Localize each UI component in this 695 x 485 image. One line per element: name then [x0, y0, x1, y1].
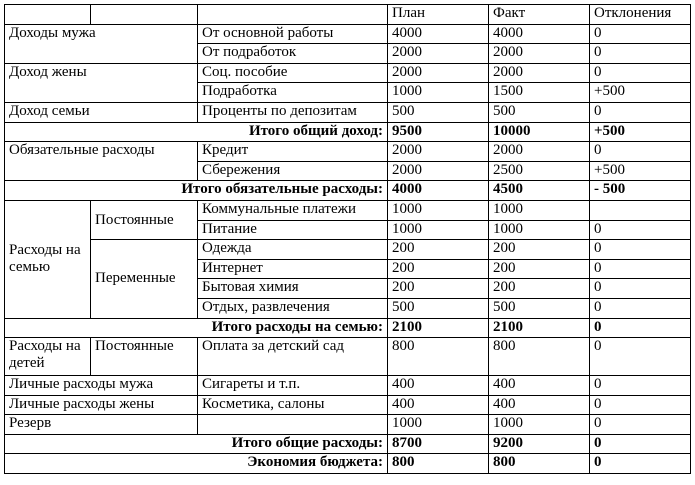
group-label: Личные расходы мужа	[5, 376, 198, 396]
total-label: Итого обязательные расходы:	[5, 181, 388, 201]
deviation-cell: 0	[590, 318, 691, 338]
deviation-cell: 0	[590, 395, 691, 415]
table-row	[5, 338, 691, 376]
total-row	[5, 181, 691, 201]
plan-cell: 1000	[388, 220, 489, 240]
deviation-cell: 0	[590, 259, 691, 279]
plan-cell: 2100	[388, 318, 489, 338]
deviation-cell: +500	[590, 83, 691, 103]
plan-cell: 2000	[388, 63, 489, 83]
fact-cell: 2000	[489, 44, 590, 64]
total-label: Итого общие расходы:	[5, 434, 388, 454]
plan-cell: 8700	[388, 434, 489, 454]
plan-cell: 2000	[388, 161, 489, 181]
deviation-cell: 0	[590, 376, 691, 396]
fact-cell: 2500	[489, 161, 590, 181]
fact-cell: 10000	[489, 122, 590, 142]
table-row	[5, 200, 691, 220]
item-label: Коммунальные платежи	[198, 200, 388, 220]
total-label: Итого расходы на семью:	[5, 318, 388, 338]
deviation-cell: 0	[590, 338, 691, 376]
deviation-cell: 0	[590, 220, 691, 240]
item-label: Оплата за детский сад	[198, 338, 388, 376]
table-row	[5, 102, 691, 122]
plan-cell: 1000	[388, 200, 489, 220]
fact-cell: 500	[489, 102, 590, 122]
deviation-cell: +500	[590, 122, 691, 142]
plan-cell: 200	[388, 240, 489, 260]
deviation-cell: 0	[590, 454, 691, 474]
deviation-cell: 0	[590, 24, 691, 44]
table-row	[5, 142, 691, 162]
table-row	[5, 24, 691, 44]
header-fact: Факт	[489, 5, 590, 25]
fact-cell: 400	[489, 376, 590, 396]
table-row	[5, 63, 691, 83]
header-deviation: Отклонения	[590, 5, 691, 25]
plan-cell: 800	[388, 454, 489, 474]
fact-cell: 200	[489, 259, 590, 279]
item-label	[198, 415, 388, 435]
table-row	[5, 376, 691, 396]
item-label: Бытовая химия	[198, 279, 388, 299]
total-label: Экономия бюджета:	[5, 454, 388, 474]
item-label: От подработок	[198, 44, 388, 64]
table-row	[5, 395, 691, 415]
plan-cell: 400	[388, 395, 489, 415]
deviation-cell: 0	[590, 240, 691, 260]
table-row	[5, 240, 691, 260]
deviation-cell: 0	[590, 434, 691, 454]
deviation-cell: 0	[590, 102, 691, 122]
fact-cell: 800	[489, 454, 590, 474]
header-empty	[91, 5, 198, 25]
deviation-cell: 0	[590, 63, 691, 83]
deviation-cell: 0	[590, 279, 691, 299]
plan-cell: 9500	[388, 122, 489, 142]
group-label: Доходы мужа	[5, 24, 198, 63]
group-label: Расходы на детей	[5, 338, 91, 376]
fact-cell: 4500	[489, 181, 590, 201]
budget-table	[4, 4, 691, 474]
item-label: Интернет	[198, 259, 388, 279]
plan-cell: 4000	[388, 181, 489, 201]
group-label: Доход семьи	[5, 102, 198, 122]
subgroup-label: Постоянные	[91, 338, 198, 376]
plan-cell: 1000	[388, 83, 489, 103]
item-label: От основной работы	[198, 24, 388, 44]
plan-cell: 2000	[388, 142, 489, 162]
item-label: Одежда	[198, 240, 388, 260]
fact-cell: 1000	[489, 220, 590, 240]
total-label: Итого общий доход:	[5, 122, 388, 142]
total-row	[5, 454, 691, 474]
item-label: Сигареты и т.п.	[198, 376, 388, 396]
deviation-cell: 0	[590, 415, 691, 435]
fact-cell: 200	[489, 240, 590, 260]
total-row	[5, 318, 691, 338]
deviation-cell: 0	[590, 298, 691, 318]
plan-cell: 500	[388, 102, 489, 122]
fact-cell: 4000	[489, 24, 590, 44]
fact-cell: 1500	[489, 83, 590, 103]
total-row	[5, 434, 691, 454]
plan-cell: 4000	[388, 24, 489, 44]
table-row	[5, 415, 691, 435]
group-label: Расходы на семью	[5, 200, 91, 318]
item-label: Кредит	[198, 142, 388, 162]
plan-cell: 2000	[388, 44, 489, 64]
fact-cell: 2100	[489, 318, 590, 338]
header-empty	[5, 5, 91, 25]
deviation-cell: - 500	[590, 181, 691, 201]
header-row	[5, 5, 691, 25]
group-label: Личные расходы жены	[5, 395, 198, 415]
deviation-cell: +500	[590, 161, 691, 181]
item-label: Проценты по депозитам	[198, 102, 388, 122]
fact-cell: 200	[489, 279, 590, 299]
plan-cell: 200	[388, 259, 489, 279]
plan-cell: 1000	[388, 415, 489, 435]
total-row	[5, 122, 691, 142]
group-label: Доход жены	[5, 63, 198, 102]
item-label: Отдых, развлечения	[198, 298, 388, 318]
fact-cell: 800	[489, 338, 590, 376]
item-label: Сбережения	[198, 161, 388, 181]
plan-cell: 500	[388, 298, 489, 318]
item-label: Соц. пособие	[198, 63, 388, 83]
plan-cell: 200	[388, 279, 489, 299]
fact-cell: 1000	[489, 415, 590, 435]
group-label: Резерв	[5, 415, 198, 435]
fact-cell: 2000	[489, 142, 590, 162]
plan-cell: 400	[388, 376, 489, 396]
fact-cell: 9200	[489, 434, 590, 454]
item-label: Питание	[198, 220, 388, 240]
deviation-cell	[590, 200, 691, 220]
subgroup-label: Постоянные	[91, 200, 198, 239]
subgroup-label: Переменные	[91, 240, 198, 318]
deviation-cell: 0	[590, 142, 691, 162]
fact-cell: 2000	[489, 63, 590, 83]
fact-cell: 500	[489, 298, 590, 318]
item-label: Косметика, салоны	[198, 395, 388, 415]
header-empty	[198, 5, 388, 25]
deviation-cell: 0	[590, 44, 691, 64]
plan-cell: 800	[388, 338, 489, 376]
header-plan: План	[388, 5, 489, 25]
fact-cell: 400	[489, 395, 590, 415]
item-label: Подработка	[198, 83, 388, 103]
group-label: Обязательные расходы	[5, 142, 198, 181]
fact-cell: 1000	[489, 200, 590, 220]
